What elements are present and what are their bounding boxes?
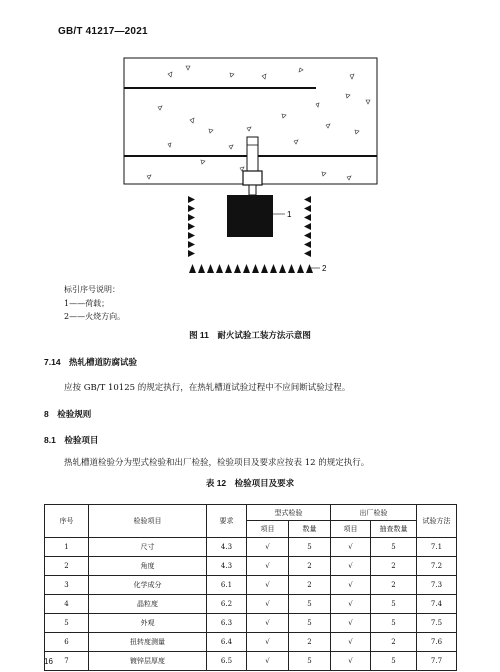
figure-caption: 图 11 耐火试验工装方法示意图 bbox=[189, 330, 311, 340]
channel-anchor bbox=[247, 137, 258, 175]
cell-type-qty: 5 bbox=[289, 652, 331, 671]
right-flame-row bbox=[304, 196, 311, 257]
cell-req: 6.1 bbox=[207, 576, 247, 595]
cell-method: 7.2 bbox=[417, 557, 457, 576]
cell-item: 晶粒度 bbox=[89, 595, 207, 614]
cell-type-qty: 2 bbox=[289, 633, 331, 652]
cell-type-item: √ bbox=[247, 557, 289, 576]
table-caption: 表 12 检验项目及要求 bbox=[205, 478, 295, 488]
figure-legend bbox=[64, 283, 125, 324]
cell-req: 6.2 bbox=[207, 595, 247, 614]
cell-factory-qty: 5 bbox=[371, 595, 417, 614]
cell-seq: 5 bbox=[45, 614, 89, 633]
cell-method: 7.6 bbox=[417, 633, 457, 652]
cell-seq: 7 bbox=[45, 652, 89, 671]
cell-item: 扭转度测量 bbox=[89, 633, 207, 652]
cell-item: 角度 bbox=[89, 557, 207, 576]
cell-req: 4.3 bbox=[207, 538, 247, 557]
table-row bbox=[45, 538, 457, 557]
header-factory-test: 出厂检验 bbox=[331, 505, 417, 521]
cell-factory-qty: 5 bbox=[371, 652, 417, 671]
cell-type-qty: 5 bbox=[289, 538, 331, 557]
section-7-14-body: 应按 GB/T 10125 的规定执行，在热轧槽道试验过程中不应间断试验过程。 bbox=[64, 383, 351, 393]
cell-type-item: √ bbox=[247, 652, 289, 671]
cell-factory-item: √ bbox=[331, 538, 371, 557]
cell-factory-qty: 2 bbox=[371, 557, 417, 576]
cell-type-qty: 5 bbox=[289, 595, 331, 614]
inspection-table bbox=[44, 504, 457, 671]
section-8-1-title: 8.1 检验项目 bbox=[44, 435, 99, 445]
cell-seq: 2 bbox=[45, 557, 89, 576]
load-block bbox=[227, 195, 273, 237]
cell-factory-qty: 5 bbox=[371, 538, 417, 557]
cell-factory-item: √ bbox=[331, 557, 371, 576]
cell-factory-qty: 5 bbox=[371, 614, 417, 633]
header-type-test: 型式检验 bbox=[247, 505, 331, 521]
cell-req: 6.3 bbox=[207, 614, 247, 633]
cell-type-item: √ bbox=[247, 538, 289, 557]
cell-item: 化学成分 bbox=[89, 576, 207, 595]
cell-type-item: √ bbox=[247, 595, 289, 614]
cell-factory-item: √ bbox=[331, 576, 371, 595]
cell-type-qty: 2 bbox=[289, 557, 331, 576]
section-8-title: 8 检验规则 bbox=[44, 409, 92, 419]
header-quantity: 数量 bbox=[289, 521, 331, 538]
table-row bbox=[45, 614, 457, 633]
section-7-14-title: 7.14 热轧槽道防腐试验 bbox=[44, 357, 138, 367]
cell-type-item: √ bbox=[247, 576, 289, 595]
fire-test-figure bbox=[0, 0, 500, 290]
callout-2: 2 bbox=[322, 264, 327, 273]
header-sample-qty: 抽查数量 bbox=[371, 521, 417, 538]
cell-factory-qty: 2 bbox=[371, 576, 417, 595]
cell-factory-item: √ bbox=[331, 595, 371, 614]
table-row bbox=[45, 633, 457, 652]
cell-method: 7.3 bbox=[417, 576, 457, 595]
table-row bbox=[45, 595, 457, 614]
legend-title: 标引序号说明： bbox=[64, 285, 120, 294]
cell-seq: 3 bbox=[45, 576, 89, 595]
bolt-connector bbox=[249, 185, 256, 195]
table-row bbox=[45, 557, 457, 576]
header-item: 检验项目 bbox=[89, 505, 207, 538]
cell-seq: 6 bbox=[45, 633, 89, 652]
cell-seq: 1 bbox=[45, 538, 89, 557]
header-req: 要求 bbox=[207, 505, 247, 538]
cell-req: 6.4 bbox=[207, 633, 247, 652]
cell-method: 7.4 bbox=[417, 595, 457, 614]
cell-type-qty: 2 bbox=[289, 576, 331, 595]
cell-factory-item: √ bbox=[331, 633, 371, 652]
header-project: 项目 bbox=[247, 521, 289, 538]
channel-head bbox=[243, 171, 262, 185]
cell-type-qty: 5 bbox=[289, 614, 331, 633]
left-flame-row bbox=[188, 196, 195, 257]
legend-item-1: 1——荷载； bbox=[64, 298, 110, 308]
standard-code: GB/T 41217—2021 bbox=[58, 26, 148, 37]
cell-factory-qty: 2 bbox=[371, 633, 417, 652]
section-8-1-body: 热轧槽道检验分为型式检验和出厂检验，检验项目及要求应按表 12 的规定执行。 bbox=[64, 458, 370, 468]
bottom-flame-row bbox=[189, 264, 313, 273]
cell-req: 6.5 bbox=[207, 652, 247, 671]
cell-item: 外观 bbox=[89, 614, 207, 633]
cell-method: 7.7 bbox=[417, 652, 457, 671]
table-row bbox=[45, 652, 457, 671]
callout-1: 1 bbox=[287, 210, 292, 219]
table-row bbox=[45, 576, 457, 595]
cell-req: 4.3 bbox=[207, 557, 247, 576]
header-method: 试验方法 bbox=[417, 505, 457, 538]
legend-item-2: 2——火烧方向。 bbox=[64, 312, 126, 321]
cell-method: 7.5 bbox=[417, 614, 457, 633]
cell-seq: 4 bbox=[45, 595, 89, 614]
cell-type-item: √ bbox=[247, 614, 289, 633]
cell-factory-item: √ bbox=[331, 652, 371, 671]
header-seq: 序号 bbox=[45, 505, 89, 538]
page-number: 16 bbox=[44, 657, 53, 666]
cell-item: 镀锌层厚度 bbox=[89, 652, 207, 671]
cell-method: 7.1 bbox=[417, 538, 457, 557]
header-project2: 项目 bbox=[331, 521, 371, 538]
cell-factory-item: √ bbox=[331, 614, 371, 633]
cell-type-item: √ bbox=[247, 633, 289, 652]
cell-item: 尺寸 bbox=[89, 538, 207, 557]
